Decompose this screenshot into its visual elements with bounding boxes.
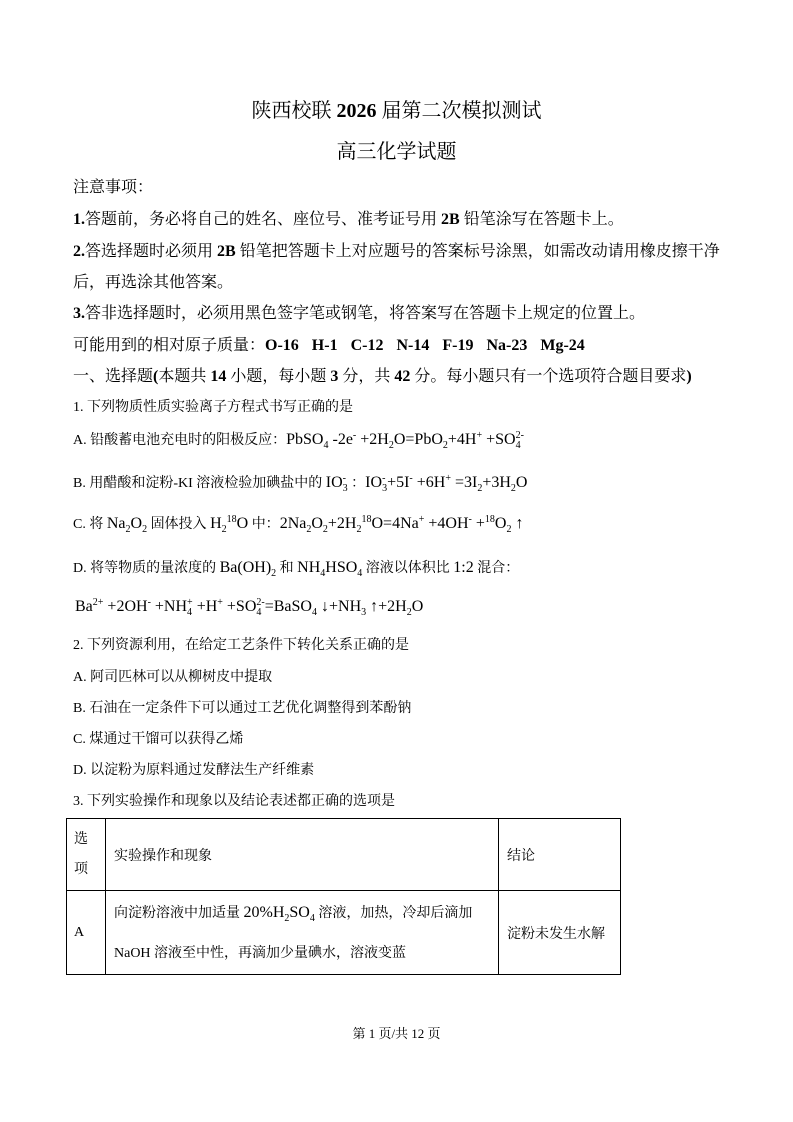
text-run: D. 以淀粉为原料通过发酵法生产纤维素 [73,763,315,778]
subscript: 2 [125,524,131,535]
row-option-label: A [74,924,85,940]
formula-text: O [311,515,323,532]
text-run: 铅笔涂写在答题卡上。 [459,211,624,228]
superscript: 18 [361,514,372,525]
formula-text: ↑+2H [366,598,407,615]
text-run: 溶液以体积比 [362,561,454,576]
operation-line-1 [114,893,498,934]
subscript: 4 [323,440,329,451]
subscript: 3 [342,482,348,494]
operation-line-2 [114,934,498,973]
subscript: 2 [322,524,328,535]
header-option-label: 选项 [74,831,88,877]
text-run: 小题，每小题 [226,368,331,385]
formula-text: Ba(OH) [219,559,272,576]
superscript: - [147,597,151,608]
row-option-cell [67,891,106,975]
formula-text: =BaSO [264,598,312,615]
text-run: 一、选择题 [73,368,154,385]
bold-text: 3 [330,368,339,385]
bold-text: ) [686,368,692,385]
superscript: + [445,473,451,484]
formula-text: Ba [75,598,93,615]
superscript: + [476,430,483,441]
text-run: 1. 下列物质性质实验离子方程式书写正确的是 [73,400,353,415]
bold-text: 2. [73,243,85,260]
header-operation-label: 实验操作和现象 [114,848,212,864]
bold-text: Na-23 [486,337,528,354]
question-2-option-d [73,760,314,782]
formula-text: +2H [356,431,389,448]
formula-text: +4OH [424,515,469,532]
formula-text: 1:2 [453,559,474,576]
text-run: 3. 下列实验操作和现象以及结论表述都正确的选项是 [73,794,395,809]
text-run: 铅笔把答题卡上对应题号的答案标号涂黑，如需改动请用橡皮擦干净 [235,243,720,260]
bold-text: C-12 [350,337,384,354]
bold-text: 1. [73,211,85,228]
text-run: NaOH 溶液至中性，再滴加少量碘水，溶液变蓝 [114,945,407,961]
formula-text: +2OH [103,598,148,615]
formula-text: 2Na [279,515,307,532]
text-run: D. 将等物质的量浓度的 [73,561,220,576]
text-run: ： [347,476,366,491]
text-run: 高三化学试题 [336,141,457,163]
subscript: 4 [515,439,521,451]
question-2-option-c [73,729,243,751]
formula-text: O [411,598,424,615]
subscript: 2 [284,912,290,924]
superscript: - [352,430,357,441]
table-header-row [67,819,621,891]
formula-text: Na [106,515,126,532]
formula-text: +SO [222,598,257,615]
subscript: 4 [187,606,193,618]
text-run: 混合： [473,561,520,576]
exam-title [0,100,793,122]
bold-text: F-19 [442,337,474,354]
formula-text: NH [297,559,321,576]
subscript: 2 [142,524,148,535]
question-1-option-a [73,429,524,451]
header-cell-option [67,819,106,891]
subscript: 2 [221,524,227,535]
formula-text: -2e [328,431,353,448]
bold-text: H-1 [311,337,338,354]
formula-text: HSO [325,559,358,576]
text-run: 答非选择题时，必须用黑色签字笔或钢笔，将答案写在答题卡上规定的位置上。 [85,305,646,322]
superscript: 18 [484,514,495,525]
atomic-masses-line [73,335,585,357]
subscript: 2 [388,440,394,451]
subscript: 2 [506,524,512,535]
superscript: - [468,514,472,525]
bold-text: 3. [73,305,85,322]
exam-subtitle [0,141,793,163]
formula-text: O [515,474,528,491]
subscript: 4 [256,606,262,618]
bold-text: ( [153,368,159,385]
question-1-option-b [73,472,527,494]
charge-stack [256,598,264,618]
header-conclusion-label: 结论 [507,848,535,864]
formula-text: O=4Na [371,515,419,532]
text-run: A. 铅酸蓄电池充电时的阳极反应： [73,433,287,448]
table-row [67,891,621,975]
superscript: - [342,472,347,484]
bold-text: 2026 [336,100,377,122]
superscript: 18 [226,514,237,525]
text-run: 溶液，加热，冷却后滴加 [314,905,473,921]
row-conclusion-label: 淀粉未发生水解 [507,926,605,942]
subscript: 2 [356,524,362,535]
superscript: 2- [515,429,524,441]
superscript: + [187,596,193,608]
subscript: 3 [382,482,388,494]
formula-text: +H [192,598,218,615]
bold-text: N-14 [396,337,430,354]
bold-text: 2B [441,211,460,228]
formula-text: 20%H [243,903,285,921]
subscript: 3 [361,607,367,618]
subscript: 4 [311,607,317,618]
superscript: + [418,514,425,525]
formula-text: ↑ [511,515,524,532]
subscript: 2 [477,483,483,494]
formula-text: +SO [482,431,516,448]
text-run: 分，共 [338,368,395,385]
formula-text: O [130,515,143,532]
bold-text: 2B [217,243,236,260]
notice-heading: 注意事项： [73,179,154,196]
bold-text: O-16 [265,337,299,354]
text-run: 中： [248,517,280,532]
text-run: A. 阿司匹林可以从柳树皮中提取 [73,670,273,685]
notice-item-1 [73,209,624,231]
question-1-option-d [73,557,519,579]
notice-item-2-continued [73,272,233,294]
bold-text: 42 [394,368,411,385]
subscript: 2 [306,524,312,535]
formula-text: +4H [447,431,477,448]
formula-text: +6H [412,474,446,491]
text-run: 答选择题时必须用 [85,243,218,260]
formula-text: +2H [327,515,357,532]
subscript: 4 [320,568,326,579]
question-2-option-b [73,698,411,720]
formula-text: +NH [150,598,188,615]
text-run: 可能用到的相对原子质量： [73,337,266,354]
subscript: 2 [271,568,277,579]
charge-stack [516,431,524,451]
text-run: B. 石油在一定条件下可以通过工艺优化调整得到苯酚钠 [73,701,412,716]
text-run: 陕西校联 [251,100,337,122]
text-run: 向淀粉溶液中加适量 [114,905,244,921]
question-1-stem [73,397,353,419]
formula-text: O=PbO [393,431,443,448]
subscript: 2 [442,440,448,451]
header-cell-operation [106,819,499,891]
formula-text: O [494,515,507,532]
notice-item-2 [73,241,719,263]
question-2-stem [73,635,409,657]
section-heading [73,366,692,388]
formula-text: H [210,515,222,532]
superscript: 2+ [92,597,104,608]
subscript: 2 [510,483,516,494]
question-1-option-c [73,513,523,535]
notice-item-3 [73,303,645,325]
row-operation-cell [106,891,499,975]
formula-text: IO [365,474,383,491]
formula-text: IO [325,474,343,491]
text-run: B. 用醋酸和淀粉-KI 溶液检验加碘盐中的 [73,476,326,491]
superscript: 2- [256,596,265,608]
text-run: 届第二次模拟测试 [376,100,542,122]
formula-text: SO [289,903,310,921]
superscript: + [217,597,223,608]
row-conclusion-cell [499,891,621,975]
text-run: C. 将 [73,517,107,532]
formula-text: O [236,515,249,532]
question-3-stem [73,791,395,813]
subscript: 2 [406,607,412,618]
subscript: 4 [357,568,363,579]
question-2-option-a [73,667,272,689]
formula-text: +5I [387,474,410,491]
formula-text: +3H [482,474,511,491]
formula-text: PbSO [286,431,324,448]
bold-text: 14 [210,368,227,385]
page-footer: 第 1 页/共 12 页 [352,1026,441,1041]
text-run: 后，再选涂其他答案。 [73,274,234,291]
formula-text: ↓+NH [316,598,362,615]
experiment-table [66,818,621,975]
superscript: - [409,473,413,484]
text-run: 本题共 [158,368,211,385]
text-run: 2. 下列资源利用，在给定工艺条件下转化关系正确的是 [73,638,409,653]
subscript: 4 [309,912,315,924]
text-run: 固体投入 [147,517,211,532]
text-run: C. 煤通过干馏可以获得乙烯 [73,732,244,747]
bold-text: Mg-24 [540,337,585,354]
text-run: 分。每小题只有一个选项符合题目要求 [410,368,687,385]
text-run: 答题前，务必将自己的姓名、座位号、准考证号用 [85,211,442,228]
question-1-option-d-equation [75,596,423,618]
header-cell-conclusion [499,819,621,891]
superscript: - [382,472,386,484]
formula-text: + [471,515,485,532]
formula-text: =3I [450,474,478,491]
text-run: 和 [276,561,298,576]
